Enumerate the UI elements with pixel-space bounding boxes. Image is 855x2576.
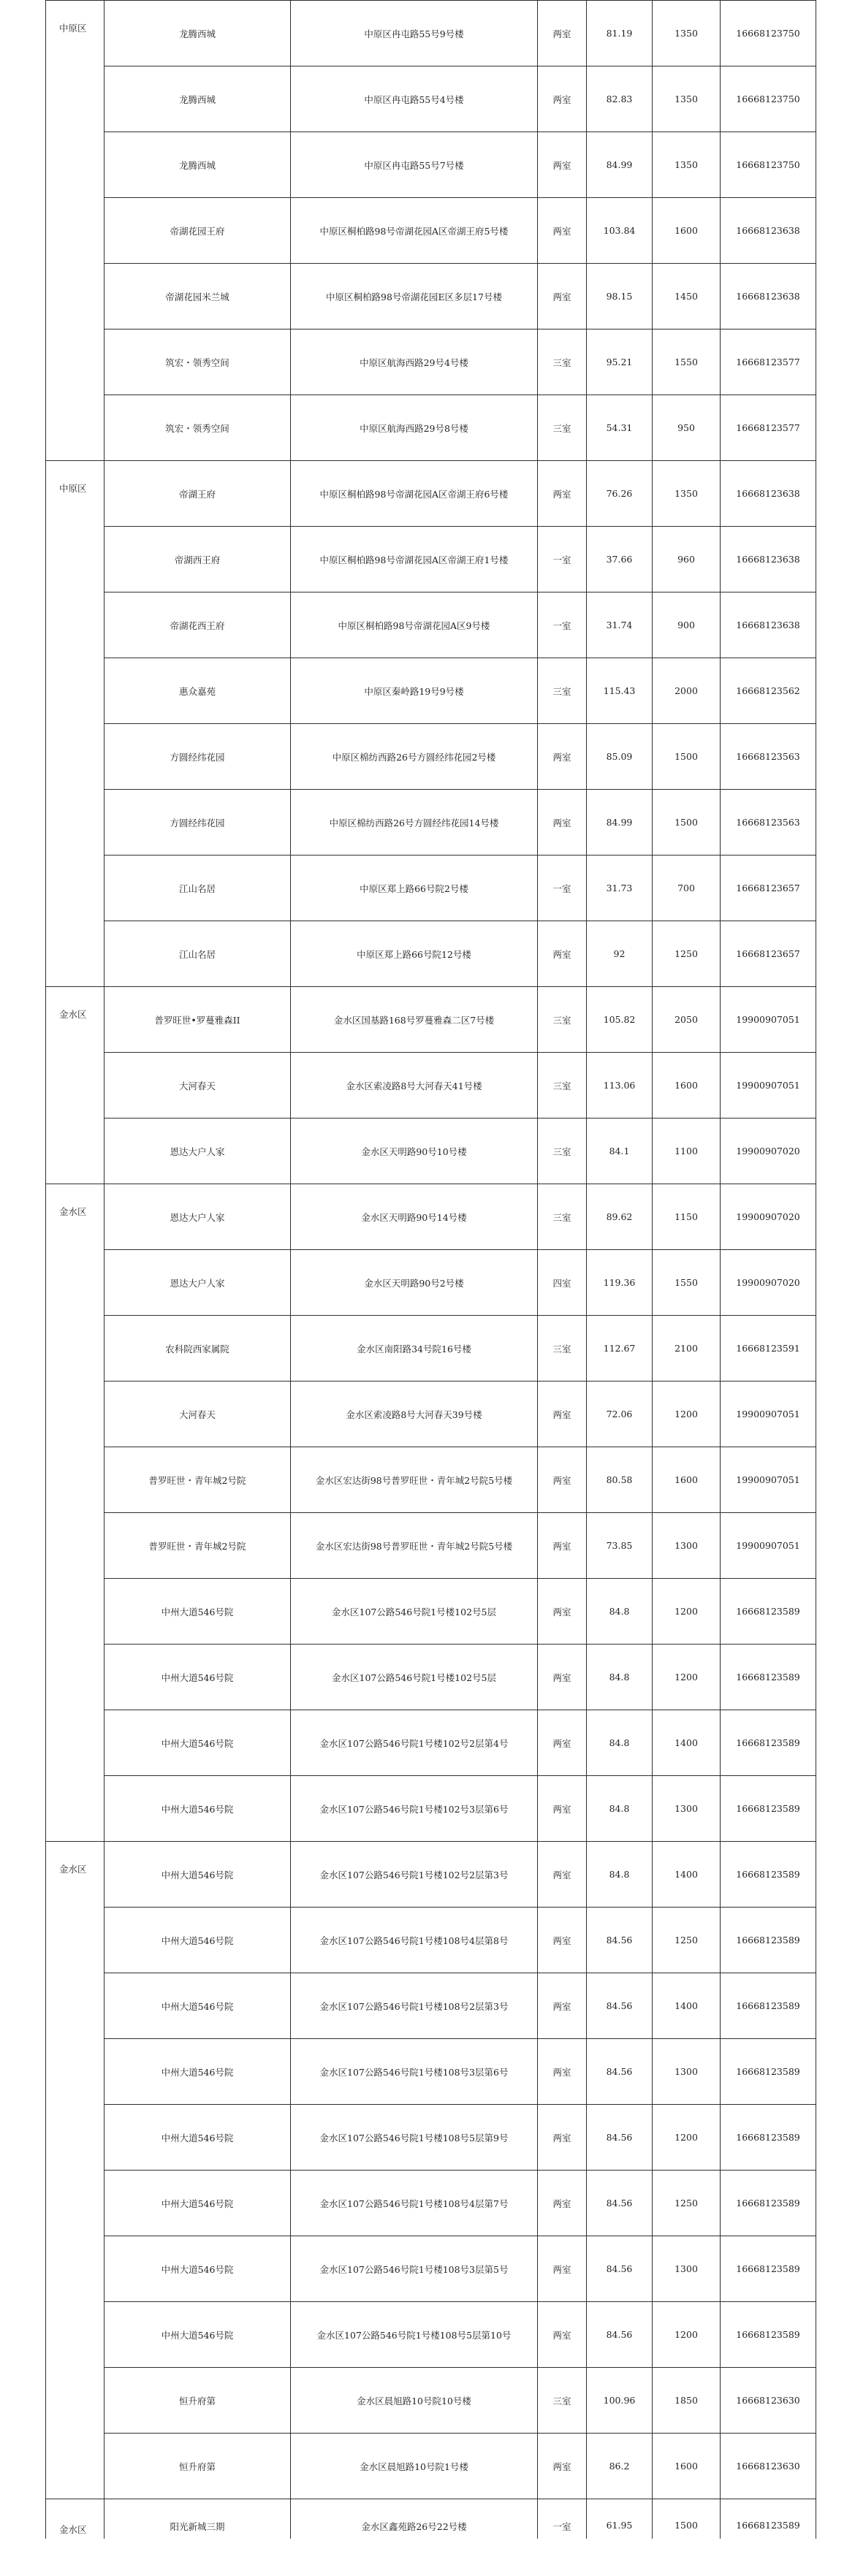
- community-name-cell: 中州大道546号院: [104, 1579, 291, 1645]
- community-name-cell: 农科院西家属院: [104, 1316, 291, 1382]
- phone-cell: 19900907051: [721, 1447, 816, 1513]
- address-cell: 金水区107公路546号院1号楼108号5层第9号: [291, 2105, 538, 2171]
- address-cell: 金水区107公路546号院1号楼102号3层第6号: [291, 1776, 538, 1842]
- room-type-cell: 两室: [538, 1447, 587, 1513]
- address-cell: 金水区107公路546号院1号楼108号5层第10号: [291, 2302, 538, 2368]
- area-cell: 84.56: [587, 2302, 653, 2368]
- phone-cell: 16668123750: [721, 66, 816, 132]
- price-cell: 1600: [653, 2434, 721, 2499]
- room-type-cell: 两室: [538, 1, 587, 66]
- community-name-cell: 普罗旺世•罗蔓雅森II: [104, 987, 291, 1053]
- address-cell: 金水区107公路546号院1号楼102号5层: [291, 1579, 538, 1645]
- room-type-cell: 两室: [538, 2171, 587, 2236]
- price-cell: 1350: [653, 1, 721, 66]
- price-cell: 900: [653, 592, 721, 658]
- price-cell: 950: [653, 395, 721, 461]
- price-cell: 1400: [653, 1973, 721, 2039]
- area-cell: 84.56: [587, 1973, 653, 2039]
- price-cell: 1200: [653, 2105, 721, 2171]
- phone-cell: 16668123589: [721, 2302, 816, 2368]
- room-type-cell: 三室: [538, 1184, 587, 1250]
- table-row: [46, 1250, 816, 1316]
- community-name-cell: 帝湖王府: [104, 461, 291, 527]
- table-row: [46, 1053, 816, 1119]
- room-type-cell: 三室: [538, 395, 587, 461]
- room-type-cell: 两室: [538, 1382, 587, 1447]
- phone-cell: 16668123589: [721, 2105, 816, 2171]
- address-cell: 中原区郑上路66号院12号楼: [291, 921, 538, 987]
- table-row: [46, 132, 816, 198]
- room-type-cell: 两室: [538, 2105, 587, 2171]
- phone-cell: 16668123630: [721, 2368, 816, 2434]
- area-cell: 72.06: [587, 1382, 653, 1447]
- community-name-cell: 龙腾西城: [104, 132, 291, 198]
- table-row: [46, 1776, 816, 1842]
- phone-cell: 16668123589: [721, 1645, 816, 1710]
- phone-cell: 16668123589: [721, 1842, 816, 1908]
- room-type-cell: 一室: [538, 856, 587, 921]
- price-cell: 1350: [653, 461, 721, 527]
- address-cell: 金水区南阳路34号院16号楼: [291, 1316, 538, 1382]
- area-cell: 92: [587, 921, 653, 987]
- price-cell: 1600: [653, 198, 721, 264]
- listing-table-container: [45, 0, 816, 2539]
- community-name-cell: 中州大道546号院: [104, 1842, 291, 1908]
- area-cell: 85.09: [587, 724, 653, 790]
- community-name-cell: 中州大道546号院: [104, 2105, 291, 2171]
- area-cell: 84.99: [587, 790, 653, 856]
- room-type-cell: 三室: [538, 1119, 587, 1184]
- area-cell: 37.66: [587, 527, 653, 592]
- area-cell: 95.21: [587, 329, 653, 395]
- area-cell: 73.85: [587, 1513, 653, 1579]
- room-type-cell: 三室: [538, 1316, 587, 1382]
- district-cell: 金水区: [46, 987, 104, 1184]
- area-cell: 84.8: [587, 1710, 653, 1776]
- table-row: [46, 2434, 816, 2499]
- table-row: [46, 1447, 816, 1513]
- address-cell: 金水区107公路546号院1号楼108号3层第5号: [291, 2236, 538, 2302]
- community-name-cell: 大河春天: [104, 1053, 291, 1119]
- district-cell: 金水区: [46, 1842, 104, 2499]
- area-cell: 112.67: [587, 1316, 653, 1382]
- price-cell: 1300: [653, 1776, 721, 1842]
- table-row: [46, 2368, 816, 2434]
- table-row: [46, 1, 816, 66]
- area-cell: 84.8: [587, 1645, 653, 1710]
- room-type-cell: 两室: [538, 1645, 587, 1710]
- phone-cell: 16668123589: [721, 2236, 816, 2302]
- room-type-cell: 三室: [538, 329, 587, 395]
- room-type-cell: 一室: [538, 2499, 587, 2539]
- room-type-cell: 两室: [538, 921, 587, 987]
- address-cell: 中原区桐柏路98号帝湖花园A区帝湖王府6号楼: [291, 461, 538, 527]
- room-type-cell: 一室: [538, 592, 587, 658]
- room-type-cell: 两室: [538, 461, 587, 527]
- price-cell: 960: [653, 527, 721, 592]
- table-row: [46, 1842, 816, 1908]
- table-row: [46, 461, 816, 527]
- address-cell: 中原区桐柏路98号帝湖花园E区多层17号楼: [291, 264, 538, 329]
- table-row: [46, 724, 816, 790]
- community-name-cell: 普罗旺世・青年城2号院: [104, 1513, 291, 1579]
- area-cell: 84.56: [587, 2039, 653, 2105]
- area-cell: 84.56: [587, 1908, 653, 1973]
- community-name-cell: 帝湖花西王府: [104, 592, 291, 658]
- address-cell: 金水区107公路546号院1号楼102号5层: [291, 1645, 538, 1710]
- phone-cell: 16668123562: [721, 658, 816, 724]
- area-cell: 84.8: [587, 1579, 653, 1645]
- community-name-cell: 中州大道546号院: [104, 2039, 291, 2105]
- community-name-cell: 江山名居: [104, 856, 291, 921]
- area-cell: 84.56: [587, 2105, 653, 2171]
- phone-cell: 16668123589: [721, 2499, 816, 2539]
- phone-cell: 16668123591: [721, 1316, 816, 1382]
- address-cell: 金水区107公路546号院1号楼102号2层第3号: [291, 1842, 538, 1908]
- price-cell: 1200: [653, 1645, 721, 1710]
- price-cell: 1400: [653, 1842, 721, 1908]
- district-cell: 中原区: [46, 1, 104, 461]
- table-row: [46, 987, 816, 1053]
- room-type-cell: 两室: [538, 1710, 587, 1776]
- address-cell: 中原区桐柏路98号帝湖花园A区帝湖王府5号楼: [291, 198, 538, 264]
- table-row: [46, 2171, 816, 2236]
- community-name-cell: 大河春天: [104, 1382, 291, 1447]
- district-cell: 金水区: [46, 2499, 104, 2539]
- community-name-cell: 龙腾西城: [104, 66, 291, 132]
- community-name-cell: 中州大道546号院: [104, 1710, 291, 1776]
- phone-cell: 19900907020: [721, 1119, 816, 1184]
- price-cell: 2000: [653, 658, 721, 724]
- table-row: [46, 1710, 816, 1776]
- room-type-cell: 两室: [538, 1776, 587, 1842]
- price-cell: 1500: [653, 724, 721, 790]
- address-cell: 金水区晨旭路10号院1号楼: [291, 2434, 538, 2499]
- phone-cell: 16668123577: [721, 329, 816, 395]
- phone-cell: 16668123638: [721, 527, 816, 592]
- phone-cell: 19900907051: [721, 987, 816, 1053]
- price-cell: 1250: [653, 921, 721, 987]
- price-cell: 1150: [653, 1184, 721, 1250]
- area-cell: 54.31: [587, 395, 653, 461]
- table-row: [46, 921, 816, 987]
- area-cell: 84.8: [587, 1776, 653, 1842]
- community-name-cell: 筑宏・领秀空间: [104, 329, 291, 395]
- table-row: [46, 1908, 816, 1973]
- address-cell: 中原区棉纺西路26号方圆经纬花园14号楼: [291, 790, 538, 856]
- price-cell: 1550: [653, 329, 721, 395]
- table-row: [46, 658, 816, 724]
- phone-cell: 16668123589: [721, 2039, 816, 2105]
- table-row: [46, 1119, 816, 1184]
- area-cell: 103.84: [587, 198, 653, 264]
- address-cell: 中原区冉屯路55号7号楼: [291, 132, 538, 198]
- community-name-cell: 中州大道546号院: [104, 2236, 291, 2302]
- address-cell: 中原区冉屯路55号9号楼: [291, 1, 538, 66]
- room-type-cell: 两室: [538, 132, 587, 198]
- phone-cell: 16668123638: [721, 592, 816, 658]
- room-type-cell: 两室: [538, 1842, 587, 1908]
- table-row: [46, 1513, 816, 1579]
- address-cell: 中原区航海西路29号4号楼: [291, 329, 538, 395]
- price-cell: 1250: [653, 2171, 721, 2236]
- area-cell: 89.62: [587, 1184, 653, 1250]
- area-cell: 84.56: [587, 2236, 653, 2302]
- phone-cell: 16668123589: [721, 1579, 816, 1645]
- room-type-cell: 两室: [538, 2302, 587, 2368]
- table-row: [46, 527, 816, 592]
- phone-cell: 16668123563: [721, 724, 816, 790]
- address-cell: 中原区秦岭路19号9号楼: [291, 658, 538, 724]
- price-cell: 1200: [653, 1382, 721, 1447]
- phone-cell: 19900907020: [721, 1250, 816, 1316]
- room-type-cell: 两室: [538, 66, 587, 132]
- phone-cell: 19900907051: [721, 1382, 816, 1447]
- area-cell: 84.1: [587, 1119, 653, 1184]
- price-cell: 1300: [653, 1513, 721, 1579]
- room-type-cell: 两室: [538, 1908, 587, 1973]
- price-cell: 2100: [653, 1316, 721, 1382]
- phone-cell: 19900907020: [721, 1184, 816, 1250]
- address-cell: 金水区索凌路8号大河春天41号楼: [291, 1053, 538, 1119]
- phone-cell: 16668123657: [721, 921, 816, 987]
- price-cell: 1100: [653, 1119, 721, 1184]
- area-cell: 98.15: [587, 264, 653, 329]
- price-cell: 1200: [653, 2302, 721, 2368]
- area-cell: 31.73: [587, 856, 653, 921]
- room-type-cell: 两室: [538, 2236, 587, 2302]
- district-cell: 金水区: [46, 1184, 104, 1842]
- area-cell: 115.43: [587, 658, 653, 724]
- community-name-cell: 帝湖西王府: [104, 527, 291, 592]
- area-cell: 100.96: [587, 2368, 653, 2434]
- address-cell: 中原区桐柏路98号帝湖花园A区帝湖王府1号楼: [291, 527, 538, 592]
- room-type-cell: 三室: [538, 2368, 587, 2434]
- table-row: [46, 790, 816, 856]
- district-cell: 中原区: [46, 461, 104, 987]
- phone-cell: 16668123657: [721, 856, 816, 921]
- price-cell: 1350: [653, 66, 721, 132]
- phone-cell: 16668123630: [721, 2434, 816, 2499]
- address-cell: 金水区鑫苑路26号22号楼: [291, 2499, 538, 2539]
- rental-listing-table: [45, 0, 816, 2539]
- community-name-cell: 筑宏・领秀空间: [104, 395, 291, 461]
- address-cell: 金水区索凌路8号大河春天39号楼: [291, 1382, 538, 1447]
- community-name-cell: 恩达大户人家: [104, 1250, 291, 1316]
- address-cell: 金水区天明路90号10号楼: [291, 1119, 538, 1184]
- table-row: [46, 1316, 816, 1382]
- area-cell: 80.58: [587, 1447, 653, 1513]
- community-name-cell: 恒升府第: [104, 2434, 291, 2499]
- phone-cell: 16668123638: [721, 461, 816, 527]
- address-cell: 金水区宏达街98号普罗旺世・青年城2号院5号楼: [291, 1447, 538, 1513]
- room-type-cell: 四室: [538, 1250, 587, 1316]
- area-cell: 86.2: [587, 2434, 653, 2499]
- phone-cell: 16668123589: [721, 2171, 816, 2236]
- area-cell: 61.95: [587, 2499, 653, 2539]
- area-cell: 113.06: [587, 1053, 653, 1119]
- price-cell: 1400: [653, 1710, 721, 1776]
- price-cell: 1200: [653, 1579, 721, 1645]
- address-cell: 金水区107公路546号院1号楼102号2层第4号: [291, 1710, 538, 1776]
- community-name-cell: 中州大道546号院: [104, 1645, 291, 1710]
- community-name-cell: 中州大道546号院: [104, 1908, 291, 1973]
- phone-cell: 16668123589: [721, 1776, 816, 1842]
- community-name-cell: 中州大道546号院: [104, 1973, 291, 2039]
- table-row: [46, 395, 816, 461]
- area-cell: 105.82: [587, 987, 653, 1053]
- community-name-cell: 江山名居: [104, 921, 291, 987]
- address-cell: 金水区107公路546号院1号楼108号4层第8号: [291, 1908, 538, 1973]
- area-cell: 119.36: [587, 1250, 653, 1316]
- community-name-cell: 恩达大户人家: [104, 1119, 291, 1184]
- table-row: [46, 1579, 816, 1645]
- table-row: [46, 2039, 816, 2105]
- room-type-cell: 三室: [538, 1053, 587, 1119]
- room-type-cell: 两室: [538, 1973, 587, 2039]
- room-type-cell: 三室: [538, 658, 587, 724]
- address-cell: 金水区107公路546号院1号楼108号3层第6号: [291, 2039, 538, 2105]
- table-body: [46, 1, 816, 2539]
- address-cell: 金水区国基路168号罗蔓雅森二区7号楼: [291, 987, 538, 1053]
- room-type-cell: 两室: [538, 724, 587, 790]
- community-name-cell: 龙腾西城: [104, 1, 291, 66]
- community-name-cell: 方圆经纬花园: [104, 790, 291, 856]
- community-name-cell: 方圆经纬花园: [104, 724, 291, 790]
- price-cell: 1500: [653, 790, 721, 856]
- phone-cell: 16668123589: [721, 1973, 816, 2039]
- table-row: [46, 592, 816, 658]
- room-type-cell: 两室: [538, 1579, 587, 1645]
- phone-cell: 16668123577: [721, 395, 816, 461]
- community-name-cell: 恒升府第: [104, 2368, 291, 2434]
- room-type-cell: 两室: [538, 264, 587, 329]
- price-cell: 1350: [653, 132, 721, 198]
- address-cell: 金水区宏达街98号普罗旺世・青年城2号院5号楼: [291, 1513, 538, 1579]
- area-cell: 81.19: [587, 1, 653, 66]
- address-cell: 中原区棉纺西路26号方圆经纬花园2号楼: [291, 724, 538, 790]
- table-row: [46, 1184, 816, 1250]
- price-cell: 1600: [653, 1447, 721, 1513]
- price-cell: 1450: [653, 264, 721, 329]
- community-name-cell: 恩达大户人家: [104, 1184, 291, 1250]
- price-cell: 1500: [653, 2499, 721, 2539]
- community-name-cell: 中州大道546号院: [104, 1776, 291, 1842]
- room-type-cell: 两室: [538, 198, 587, 264]
- area-cell: 84.99: [587, 132, 653, 198]
- room-type-cell: 一室: [538, 527, 587, 592]
- table-row: [46, 1973, 816, 2039]
- community-name-cell: 帝湖花园王府: [104, 198, 291, 264]
- table-row: [46, 1382, 816, 1447]
- table-row: [46, 198, 816, 264]
- address-cell: 金水区107公路546号院1号楼108号2层第3号: [291, 1973, 538, 2039]
- table-row: [46, 2499, 816, 2539]
- room-type-cell: 三室: [538, 987, 587, 1053]
- price-cell: 700: [653, 856, 721, 921]
- table-row: [46, 1645, 816, 1710]
- table-row: [46, 2302, 816, 2368]
- room-type-cell: 两室: [538, 1513, 587, 1579]
- price-cell: 1250: [653, 1908, 721, 1973]
- phone-cell: 19900907051: [721, 1053, 816, 1119]
- price-cell: 1300: [653, 2039, 721, 2105]
- area-cell: 31.74: [587, 592, 653, 658]
- price-cell: 1550: [653, 1250, 721, 1316]
- phone-cell: 16668123638: [721, 198, 816, 264]
- table-row: [46, 2236, 816, 2302]
- address-cell: 中原区桐柏路98号帝湖花园A区9号楼: [291, 592, 538, 658]
- room-type-cell: 两室: [538, 2039, 587, 2105]
- community-name-cell: 普罗旺世・青年城2号院: [104, 1447, 291, 1513]
- area-cell: 84.56: [587, 2171, 653, 2236]
- community-name-cell: 阳光新城三期: [104, 2499, 291, 2539]
- area-cell: 82.83: [587, 66, 653, 132]
- community-name-cell: 帝湖花园米兰城: [104, 264, 291, 329]
- address-cell: 中原区冉屯路55号4号楼: [291, 66, 538, 132]
- area-cell: 76.26: [587, 461, 653, 527]
- phone-cell: 16668123750: [721, 1, 816, 66]
- community-name-cell: 惠众嘉苑: [104, 658, 291, 724]
- table-row: [46, 264, 816, 329]
- phone-cell: 16668123638: [721, 264, 816, 329]
- price-cell: 1300: [653, 2236, 721, 2302]
- room-type-cell: 两室: [538, 2434, 587, 2499]
- table-row: [46, 329, 816, 395]
- address-cell: 中原区航海西路29号8号楼: [291, 395, 538, 461]
- phone-cell: 16668123589: [721, 1908, 816, 1973]
- phone-cell: 16668123589: [721, 1710, 816, 1776]
- area-cell: 84.8: [587, 1842, 653, 1908]
- price-cell: 1850: [653, 2368, 721, 2434]
- community-name-cell: 中州大道546号院: [104, 2171, 291, 2236]
- phone-cell: 19900907051: [721, 1513, 816, 1579]
- community-name-cell: 中州大道546号院: [104, 2302, 291, 2368]
- phone-cell: 16668123750: [721, 132, 816, 198]
- address-cell: 金水区晨旭路10号院10号楼: [291, 2368, 538, 2434]
- price-cell: 2050: [653, 987, 721, 1053]
- table-row: [46, 856, 816, 921]
- phone-cell: 16668123563: [721, 790, 816, 856]
- address-cell: 金水区天明路90号2号楼: [291, 1250, 538, 1316]
- address-cell: 中原区郑上路66号院2号楼: [291, 856, 538, 921]
- address-cell: 金水区天明路90号14号楼: [291, 1184, 538, 1250]
- room-type-cell: 两室: [538, 790, 587, 856]
- price-cell: 1600: [653, 1053, 721, 1119]
- table-row: [46, 66, 816, 132]
- table-row: [46, 2105, 816, 2171]
- address-cell: 金水区107公路546号院1号楼108号4层第7号: [291, 2171, 538, 2236]
